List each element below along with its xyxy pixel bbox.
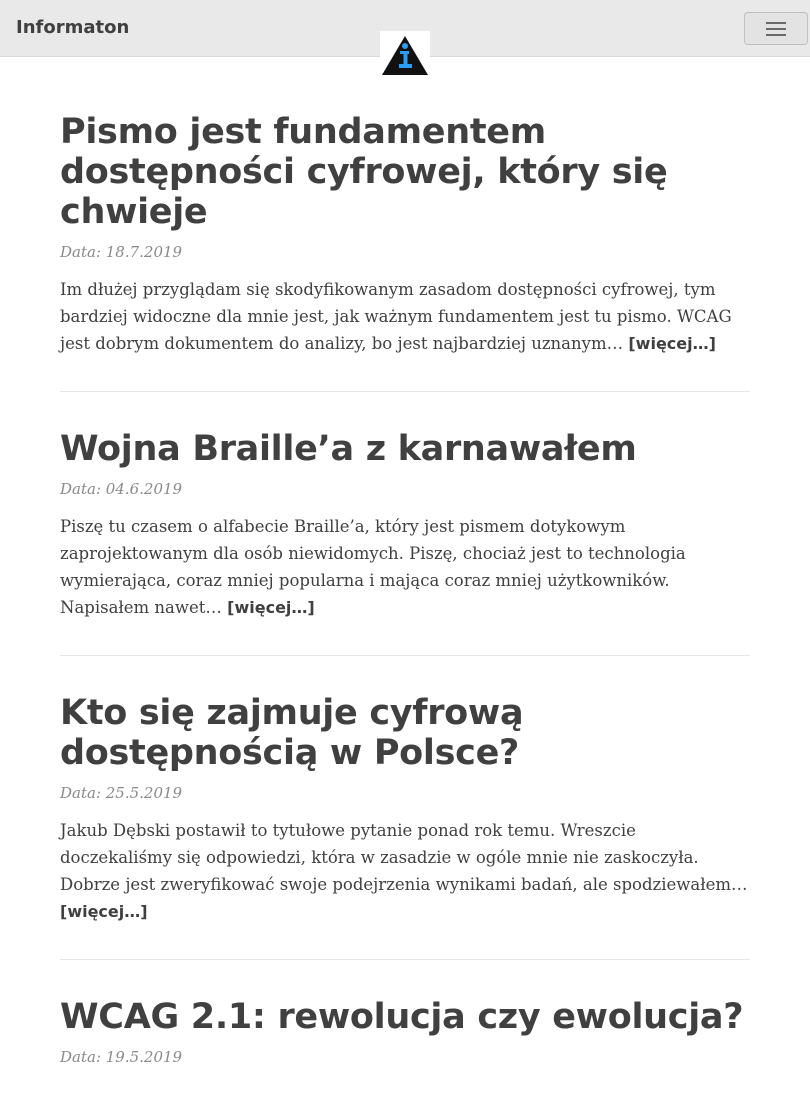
read-more-link[interactable]: [więcej…] <box>227 598 315 617</box>
info-triangle-icon <box>380 31 430 77</box>
post-date: Data: 18.7.2019 <box>60 243 183 261</box>
read-more-link[interactable]: [więcej…] <box>60 902 148 921</box>
post-excerpt-text: Jakub Dębski postawił to tytułowe pytanie ponad rok temu. Wreszcie doczekaliśmy się odpowiedzi, która w zasadzie w ogóle mnie nie zaskoczyła. Dobrze jest zweryfikować swoje podejrzenia wynikami badań, ale spodziewałem… <box>60 821 748 894</box>
post-list <box>60 112 750 1104</box>
post-date: Data: 04.6.2019 <box>60 480 183 498</box>
post-item <box>60 112 750 392</box>
post-item <box>60 429 750 656</box>
site-logo[interactable] <box>380 31 430 77</box>
post-item <box>60 693 750 960</box>
brand-link[interactable]: Informaton <box>16 17 130 38</box>
post-item <box>60 997 750 1067</box>
post-title-link[interactable]: Wojna Braille’a z karnawałem <box>60 429 637 469</box>
post-excerpt-text: Piszę tu czasem o alfabecie Braille’a, który jest pismem dotykowym zaprojektowanym dla osób niewidomych. Piszę, chociaż jest to technologia wymierająca, coraz mniej popularna i mająca coraz mniej użytkowników. Napisałem nawet… <box>60 517 686 617</box>
post-date: Data: 25.5.2019 <box>60 784 183 802</box>
post-excerpt <box>60 513 750 621</box>
hamburger-icon <box>766 21 786 37</box>
post-excerpt <box>60 276 750 357</box>
post-date: Data: 19.5.2019 <box>60 1048 183 1066</box>
post-title-link[interactable]: Kto się zajmuje cyfrową dostępnością w Polsce? <box>60 693 524 773</box>
post-title-link[interactable]: WCAG 2.1: rewolucja czy ewolucja? <box>60 997 744 1037</box>
read-more-link[interactable]: [więcej…] <box>628 334 716 353</box>
post-title-link[interactable]: Pismo jest fundamentem dostępności cyfrowej, który się chwieje <box>60 112 668 232</box>
post-excerpt-text: Im dłużej przyglądam się skodyfikowanym zasadom dostępności cyfrowej, tym bardziej widoczne dla mnie jest, jak ważnym fundamentem jest tu pismo. WCAG jest dobrym dokumentem do analizy, bo jest najbardziej uznanym… <box>60 280 732 353</box>
menu-toggle-button[interactable] <box>744 12 808 45</box>
post-excerpt <box>60 817 750 925</box>
